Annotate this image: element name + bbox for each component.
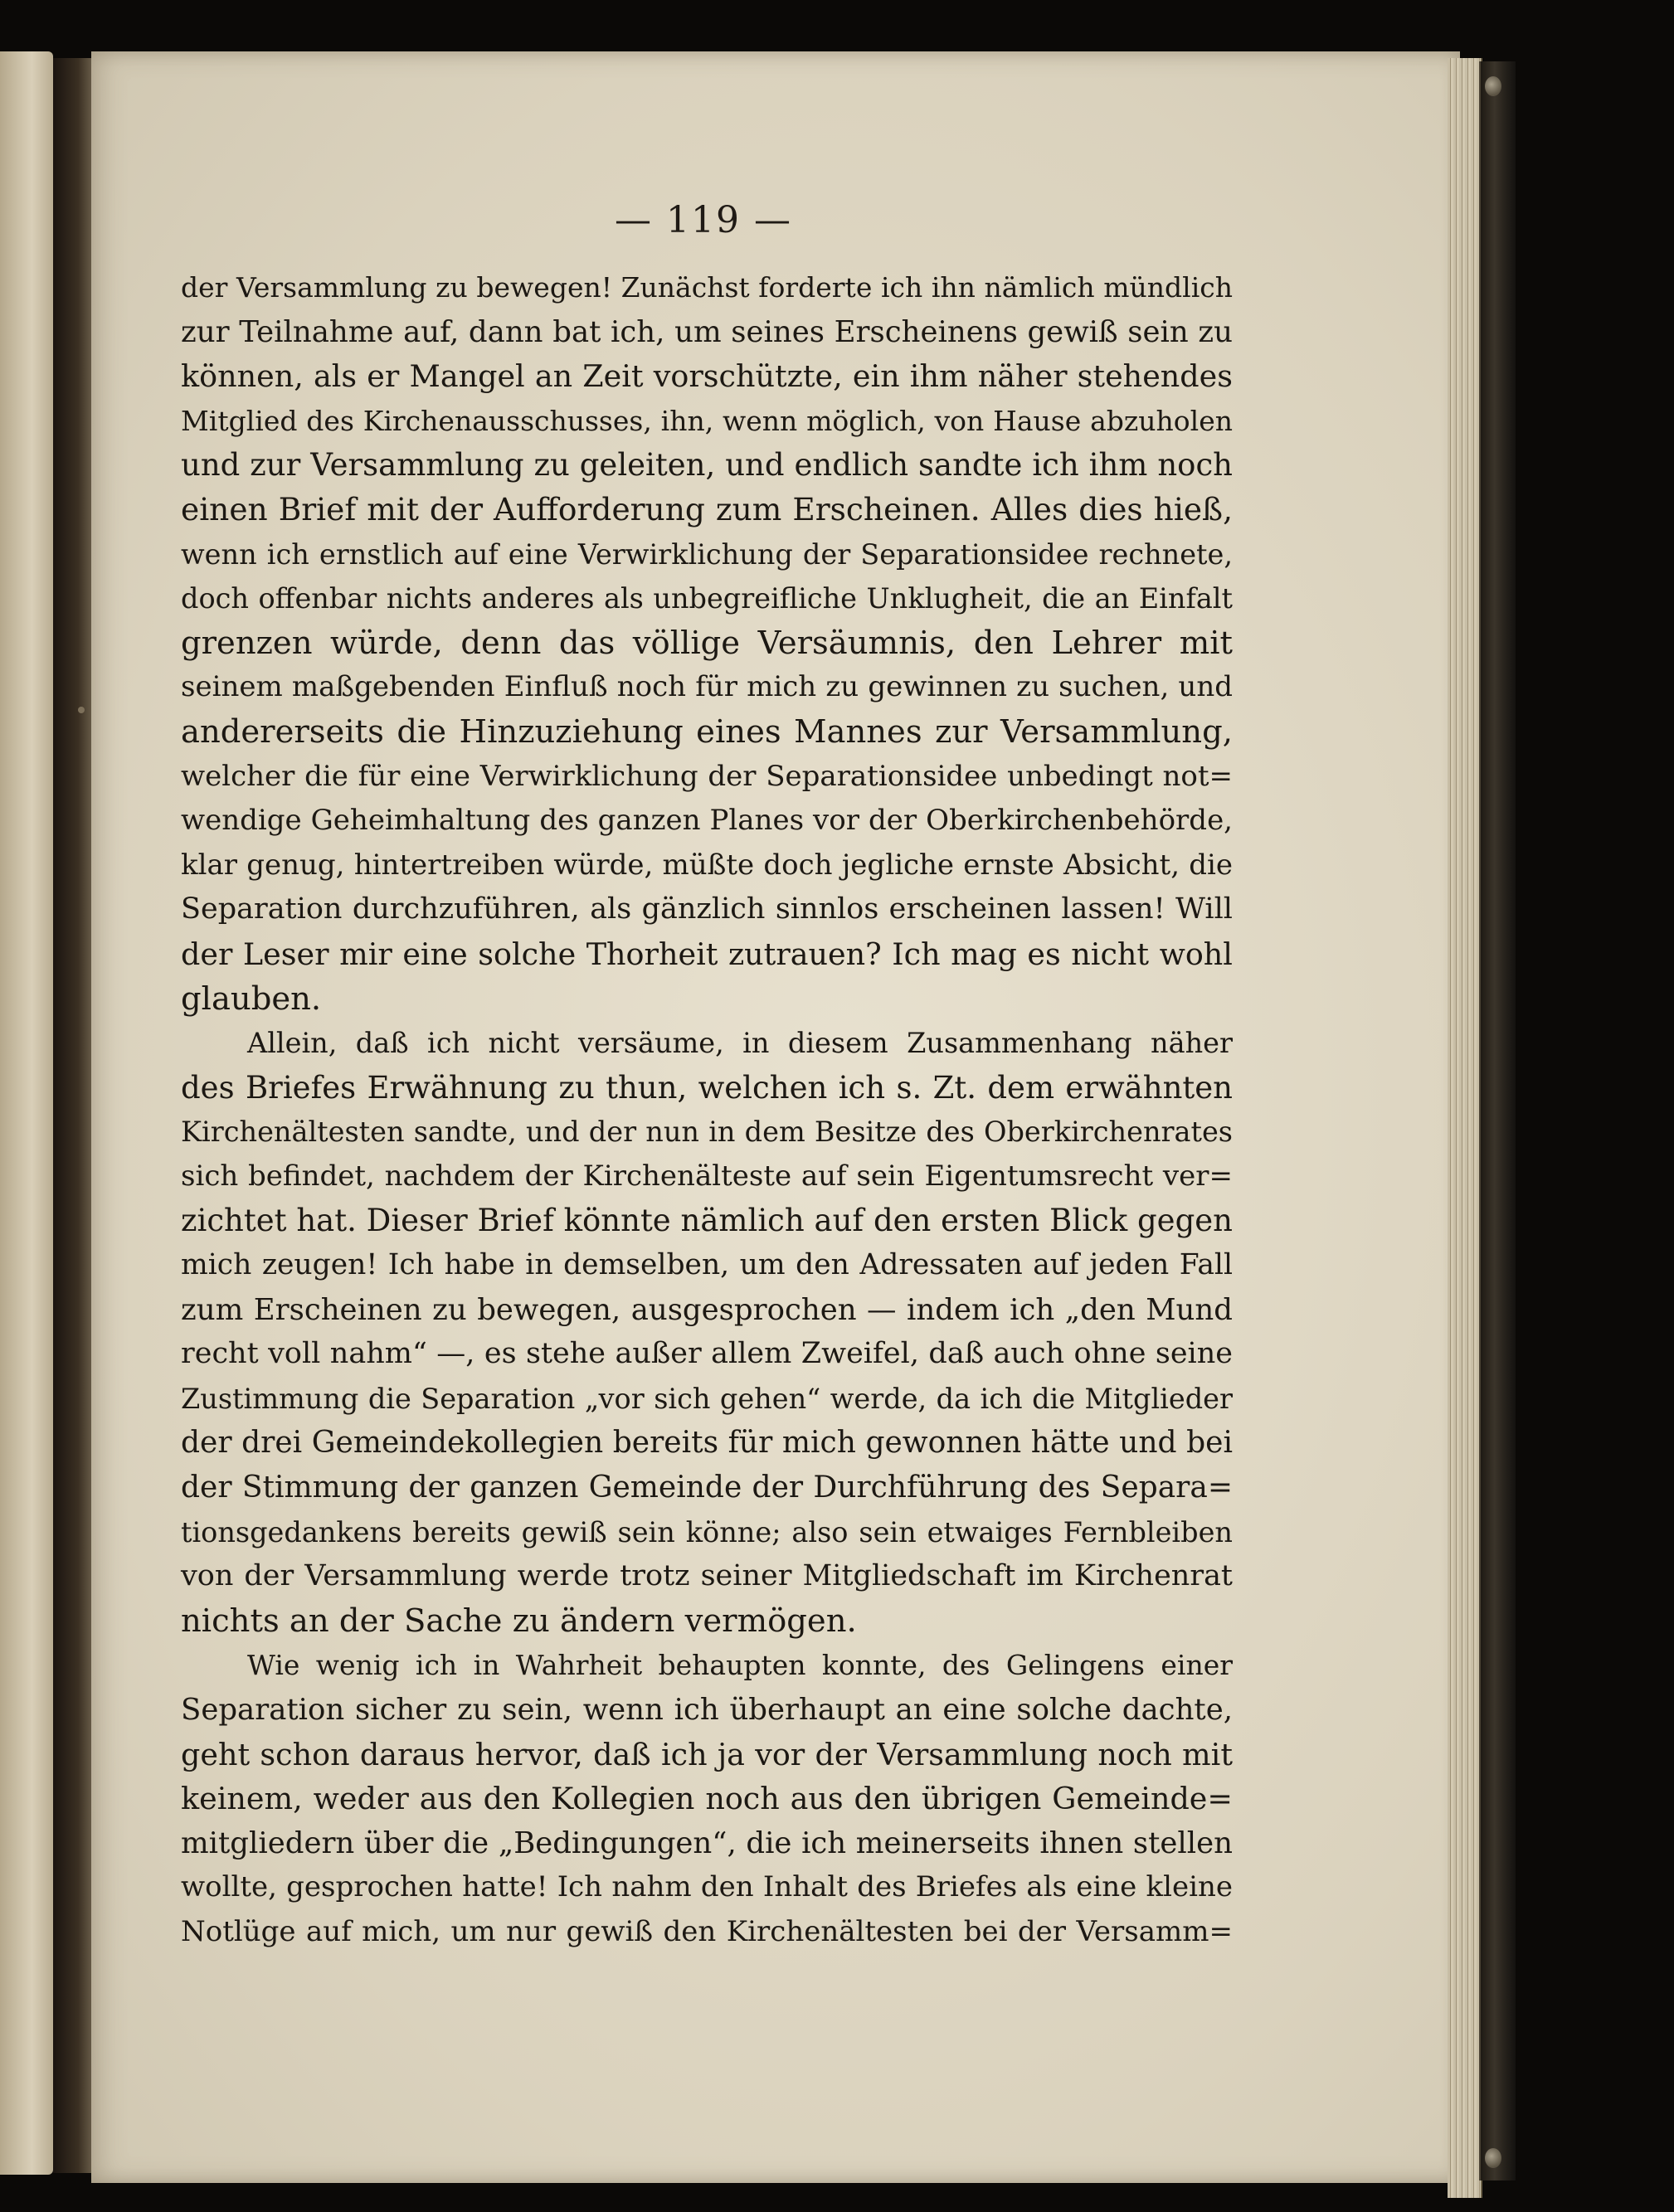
text-line: grenzen würde, denn das völlige Versäumnis, den Lehrer mit (181, 624, 1233, 662)
text-line: zur Teilnahme auf, dann bat ich, um seines Erscheinens gewiß sein zu (181, 314, 1233, 349)
text-line: zichtet hat. Dieser Brief könnte nämlich auf den ersten Blick gegen (181, 1203, 1233, 1239)
book-gutter (53, 58, 95, 2173)
text-line: Kirchenältesten sandte, und der nun in dem Besitze des Oberkirchenrates (181, 1116, 1233, 1149)
previous-page-edge (0, 51, 53, 2175)
text-line: Separation durchzuführen, als gänzlich sinnlos erscheinen lassen! Will (181, 892, 1233, 926)
text-line: nichts an der Sache zu ändern vermögen. (181, 1602, 857, 1640)
text-line: Notlüge auf mich, um nur gewiß den Kirchenältesten bei der Versamm= (181, 1914, 1233, 1948)
text-line: geht schon daraus hervor, daß ich ja vor der Versammlung noch mit (181, 1736, 1233, 1772)
text-line: andererseits die Hinzuziehung eines Mannes zur Versammlung, (181, 712, 1233, 751)
text-line: wendige Geheimhaltung des ganzen Planes vor der Oberkirchenbehörde, (181, 804, 1233, 838)
text-line: des Briefes Erwähnung zu thun, welchen ich s. Zt. dem erwähnten (181, 1069, 1233, 1106)
text-line: welcher die für eine Verwirklichung der Separationsidee unbedingt not= (181, 759, 1233, 793)
text-line: doch offenbar nichts anderes als unbegreifliche Unklugheit, die an Einfalt (181, 582, 1233, 615)
text-line: wenn ich ernstlich auf eine Verwirklichung der Separationsidee rechnete, (181, 537, 1233, 571)
binding-rivet-bottom (1485, 2148, 1501, 2168)
binding-rivet-top (1485, 76, 1501, 96)
text-line: tionsgedankens bereits gewiß sein könne; also sein etwaiges Fernbleiben (181, 1515, 1233, 1548)
paragraph-start-line: Wie wenig ich in Wahrheit behaupten konnte, des Gelingens einer (247, 1649, 1233, 1682)
text-line: zum Erscheinen zu bewegen, ausgesprochen — indem ich „den Mund (181, 1292, 1233, 1327)
text-line: von der Versammlung werde trotz seiner Mitgliedschaft im Kirchenrat (181, 1559, 1233, 1593)
text-line: der Stimmung der ganzen Gemeinde der Durchführung des Separa= (181, 1471, 1233, 1505)
text-line: sich befindet, nachdem der Kirchenälteste auf sein Eigentumsrecht ver= (181, 1159, 1233, 1193)
text-line: einen Brief mit der Aufforderung zum Erscheinen. Alles dies hieß, (181, 490, 1233, 527)
paper-speck (78, 707, 85, 713)
text-line: und zur Versammlung zu geleiten, und endlich sandte ich ihm noch (181, 447, 1233, 484)
text-line: der Leser mir eine solche Thorheit zutrauen? Ich mag es nicht wohl (181, 936, 1233, 972)
text-line: recht voll nahm“ —, es stehe außer allem Zweifel, daß auch ohne seine (181, 1337, 1233, 1371)
body-text (181, 265, 1233, 1955)
paragraph-start-line: Allein, daß ich nicht versäume, in diesem Zusammenhang näher (247, 1027, 1233, 1060)
text-line: seinem maßgebenden Einfluß noch für mich zu gewinnen zu suchen, und (181, 670, 1233, 704)
text-line: klar genug, hintertreiben würde, müßte doch jegliche ernste Absicht, die (181, 848, 1233, 882)
book-cover-edge (1479, 61, 1516, 2180)
text-line: können, als er Mangel an Zeit vorschützte, ein ihm näher stehendes (181, 358, 1233, 395)
text-line: glauben. (181, 980, 322, 1018)
text-line: Separation sicher zu sein, wenn ich überhaupt an eine solche dachte, (181, 1693, 1233, 1727)
page-number: — 119 — (615, 199, 792, 241)
text-line: Mitglied des Kirchenausschusses, ihn, wenn möglich, von Hause abzuholen (181, 404, 1233, 437)
text-line: der Versammlung zu bewegen! Zunächst forderte ich ihn nämlich mündlich (181, 271, 1233, 304)
text-line: wollte, gesprochen hatte! Ich nahm den Inhalt des Briefes als eine kleine (181, 1870, 1233, 1904)
text-line: mitgliedern über die „Bedingungen“, die ich meinerseits ihnen stellen (181, 1826, 1233, 1860)
text-line: Zustimmung die Separation „vor sich gehen“ werde, da ich die Mitglieder (181, 1382, 1233, 1415)
text-line: keinem, weder aus den Kollegien noch aus den übrigen Gemeinde= (181, 1781, 1233, 1817)
text-line: mich zeugen! Ich habe in demselben, um den Adressaten auf jeden Fall (181, 1248, 1233, 1282)
text-line: der drei Gemeindekollegien bereits für mich gewonnen hätte und bei (181, 1426, 1233, 1461)
page-edges (1448, 58, 1482, 2198)
